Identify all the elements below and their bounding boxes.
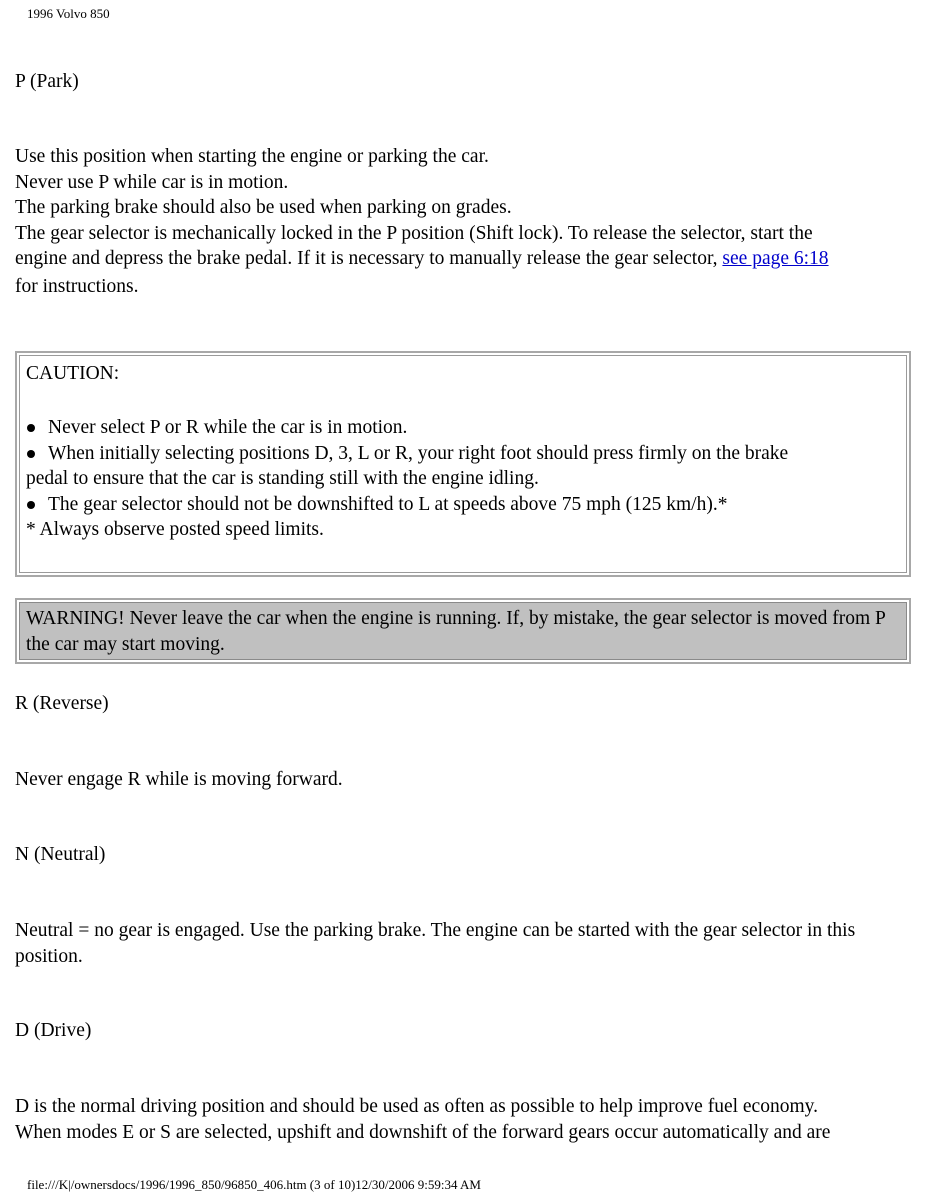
caution-note: * Always observe posted speed limits. bbox=[26, 519, 324, 540]
bullet-icon bbox=[27, 424, 35, 432]
caution-bullet-3-text: The gear selector should not be downshifted to L at speeds above 75 mph (125 km/h).* bbox=[48, 493, 728, 515]
park-line-5-text: engine and depress the brake pedal. If it is necessary to manually release the gear selector, bbox=[15, 248, 718, 269]
warning-text: WARNING! Never leave the car when the engine is running. If, by mistake, the gear selector is moved from P the car may start moving. bbox=[19, 602, 907, 660]
caution-bullet-2 bbox=[26, 441, 906, 467]
drive-heading: D (Drive) bbox=[15, 1020, 92, 1041]
footer-file-path: file:///K|/ownersdocs/1996/1996_850/96850_406.htm (3 of 10)12/30/2006 9:59:34 AM bbox=[27, 1177, 481, 1192]
park-line-3: The parking brake should also be used when parking on grades. bbox=[15, 197, 512, 218]
caution-box bbox=[15, 351, 911, 577]
park-line-6: for instructions. bbox=[15, 276, 139, 297]
reverse-heading: R (Reverse) bbox=[15, 693, 109, 714]
drive-line-2: When modes E or S are selected, upshift and downshift of the forward gears occur automatically and are bbox=[15, 1121, 831, 1143]
park-line-4: The gear selector is mechanically locked in the P position (Shift lock). To release the selector, start the bbox=[15, 222, 813, 244]
see-page-link[interactable]: see page 6:18 bbox=[722, 248, 829, 269]
drive-line-1: D is the normal driving position and should be used as often as possible to help improve fuel economy. bbox=[15, 1096, 818, 1117]
park-heading: P (Park) bbox=[15, 71, 79, 92]
caution-bullet-2-cont: pedal to ensure that the car is standing still with the engine idling. bbox=[26, 468, 539, 489]
warning-box bbox=[15, 598, 911, 664]
park-line-2: Never use P while car is in motion. bbox=[15, 171, 289, 193]
bullet-icon bbox=[27, 501, 35, 509]
caution-bullet-2-text: When initially selecting positions D, 3, L or R, your right foot should press firmly on the brake bbox=[48, 442, 789, 464]
caution-title: CAUTION: bbox=[26, 363, 120, 384]
caution-bullet-3 bbox=[26, 492, 906, 518]
caution-bullet-1-text: Never select P or R while the car is in motion. bbox=[48, 417, 408, 438]
page-header-title: 1996 Volvo 850 bbox=[27, 6, 110, 21]
reverse-text: Never engage R while is moving forward. bbox=[15, 769, 343, 790]
park-line-5 bbox=[15, 246, 829, 272]
caution-bullet-1 bbox=[26, 415, 906, 441]
park-line-1: Use this position when starting the engine or parking the car. bbox=[15, 146, 489, 167]
neutral-heading: N (Neutral) bbox=[15, 844, 106, 865]
bullet-icon bbox=[27, 450, 35, 458]
neutral-text: Neutral = no gear is engaged. Use the parking brake. The engine can be started with the gear selector in this position. bbox=[15, 920, 856, 967]
